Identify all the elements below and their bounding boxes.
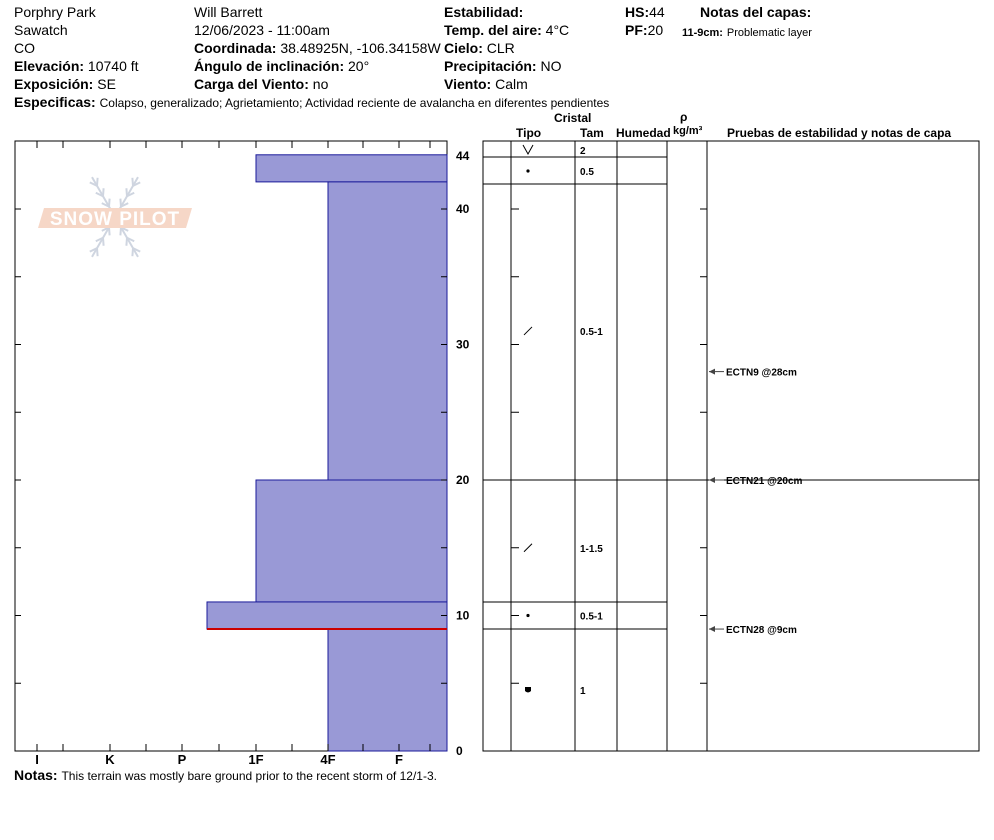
hardness-label-P: P [177,752,187,767]
mountain-range: Sawatch [14,22,68,38]
test-arrow-head-0 [709,369,715,375]
hardness-label-F: F [395,752,403,767]
stability-test-1: ECTN21 @20cm [726,476,803,487]
layer-notes-title: Notas del capas: [700,4,812,20]
watermark-logo [38,177,192,257]
air-temperature-label: Temp. del aire: [444,22,542,38]
layer-note-depth: 11-9cm: [682,27,723,39]
profile-table-frame [483,141,979,751]
hardness-label-K: K [105,752,115,767]
grain-size-0: 2 [580,146,586,157]
sky-label: Cielo: [444,40,483,56]
elevation-label: Elevación: [14,58,85,74]
grain-size-1: 0.5 [580,167,594,178]
specifics-value: Colapso, generalizado; Agrietamiento; Actividad reciente de avalancha en diferentes pendientes [99,96,610,110]
air-temperature-value: 4°C [545,22,570,38]
notes-text: This terrain was mostly bare ground prior to the recent storm of 12/1-3. [61,769,437,783]
grain-size-5: 1 [580,686,586,698]
snow-height-value: 44 [649,4,665,20]
decomposing-fragments-icon [524,327,532,335]
wind-label: Viento: [444,76,492,92]
depth-label-20: 20 [456,473,470,487]
coordinates-value: 38.48925N, -106.34158W [280,40,441,56]
watermark-text: SNOW PILOT [49,209,181,230]
coordinates-label: Coordinada: [194,40,277,56]
size-header: Tam [580,126,604,140]
specifics-label: Especificas: [14,94,96,110]
aspect-label: Exposición: [14,76,94,92]
depth-label-hs: 44 [456,148,470,163]
hardness-label-I: I [35,752,39,767]
precipitation-value: NO [540,58,562,74]
density-unit: kg/m³ [673,125,703,137]
foot-penetration-label: PF: [625,22,648,38]
hardness-layer-0 [256,155,447,182]
depth-label-40: 40 [456,202,470,216]
grain-size-3: 1-1.5 [580,543,603,555]
test-arrow-head-2 [709,626,715,632]
stability-test-0: ECTN9 @28cm [726,367,797,379]
depth-label-0: 0 [456,744,463,758]
foot-penetration-value: 20 [647,22,664,38]
sky-value: CLR [486,40,515,56]
elevation-value: 10740 ft [87,58,139,74]
hardness-layer-3 [207,602,447,629]
precipitation-label: Precipitación: [444,58,537,74]
grain-size-2: 0.5-1 [580,326,603,338]
rounded-grains-icon [526,614,529,617]
hardness-layer-2 [256,480,447,602]
type-header: Tipo [516,126,542,140]
location: Porphry Park [14,4,96,20]
hardness-layer-1 [328,182,447,480]
crystal-header: Cristal [554,111,592,125]
aspect-value: SE [97,76,116,92]
stability-label: Estabilidad: [444,4,524,20]
depth-label-10: 10 [456,608,470,623]
hardness-layer-4 [328,629,447,751]
grain-size-4: 0.5-1 [580,611,603,623]
moisture-header: Humedad [616,126,671,140]
density-symbol: ρ [680,110,688,124]
observer: Will Barrett [194,4,263,20]
precipitation-particles-icon [523,145,533,154]
stability-test-2: ECTN28 @9cm [726,625,797,637]
slope-angle-label: Ángulo de inclinación: [194,58,345,74]
layer-note-text: Problematic layer [726,27,812,39]
rounded-grains-icon [526,169,529,172]
wind-value: Calm [495,76,528,92]
tests-header: Pruebas de estabilidad y notas de capa [727,126,952,140]
test-arrow-head-1 [709,477,715,483]
wind-loading-value: no [312,76,329,92]
hardness-label-1F: 1F [248,752,264,767]
state: CO [14,40,35,56]
decomposing-fragments-icon [524,544,532,552]
depth-label-30: 30 [456,337,470,352]
slope-angle-value: 20° [348,58,370,74]
snow-height-label: HS: [625,4,650,20]
notes-label: Notas: [14,767,58,783]
hardness-label-4F: 4F [320,752,336,767]
depth-hoar-icon [525,687,531,693]
wind-loading-label: Carga del Viento: [194,76,309,92]
datetime: 12/06/2023 - 11:00am [194,22,330,38]
